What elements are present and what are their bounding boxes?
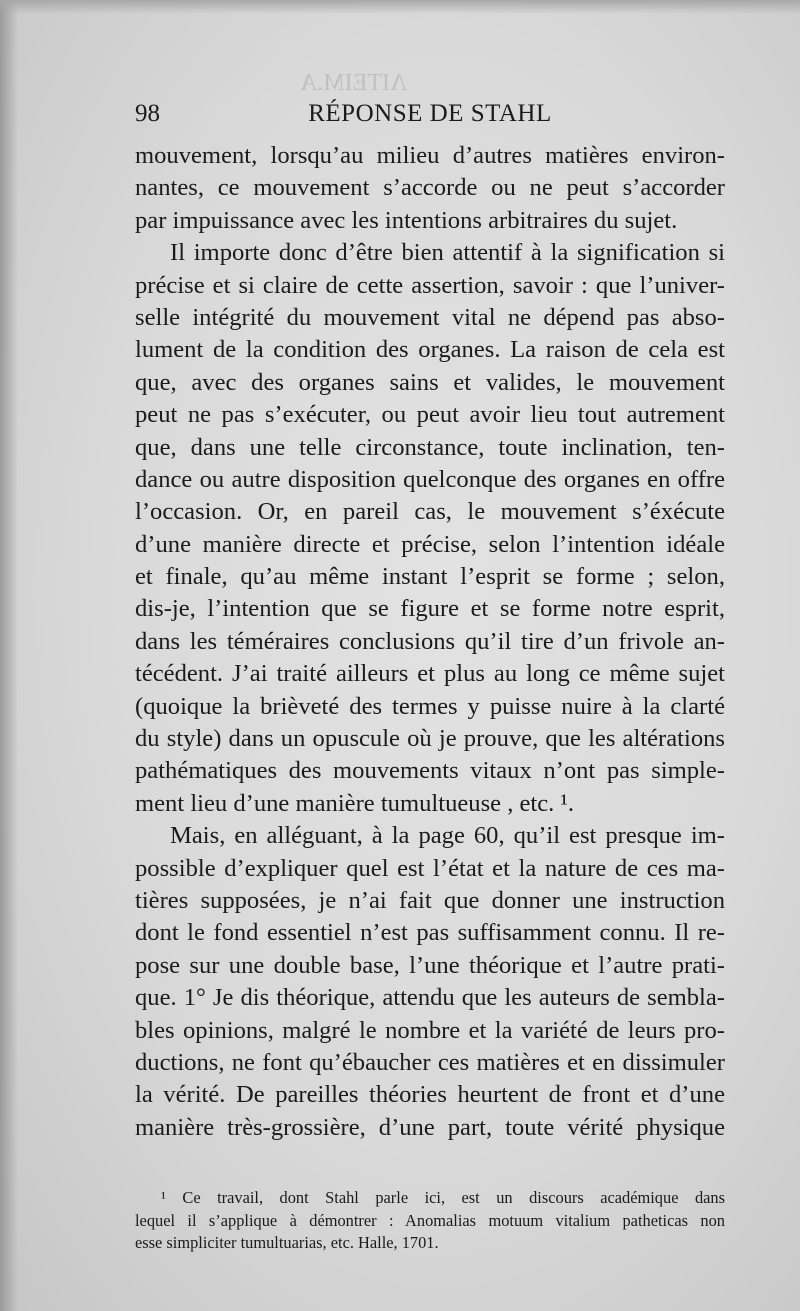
text-line: que. 1° Je dis théorique, attendu que les auteurs de sembla-	[135, 984, 725, 1012]
text-line: l’occasion. Or, en pareil cas, le mouvement s’éxécute	[135, 498, 725, 526]
text-line: dont le fond essentiel n’est pas suffisamment connu. Il re-	[135, 919, 725, 947]
footnote-line: ¹ Ce travail, dont Stahl parle ici, est un discours académique dans	[161, 1188, 725, 1207]
text-line: peut ne pas s’exécuter, ou peut avoir lieu tout autrement	[135, 401, 725, 429]
text-line: selle intégrité du mouvement vital ne dépend pas abso-	[135, 303, 725, 331]
show-through-text: ΛΙΤΕΙΜ.Α	[300, 70, 408, 96]
text-line: (quoique la brièveté des termes y puisse nuire à la clarté	[135, 692, 725, 720]
text-line: Mais, en alléguant, à la page 60, qu’il est presque im-	[170, 822, 725, 850]
page-edge-shadow-top	[0, 0, 800, 14]
text-line: técédent. J’ai traité ailleurs et plus au long ce même sujet	[135, 660, 725, 688]
text-line: et finale, qu’au même instant l’esprit se forme ; selon,	[135, 563, 725, 591]
text-line: possible d’expliquer quel est l’état et la nature de ces ma-	[135, 854, 725, 882]
text-line: nantes, ce mouvement s’accorde ou ne peut s’accorder	[135, 174, 725, 202]
text-line: lument de la condition des organes. La raison de cela est	[135, 336, 725, 364]
text-line: du style) dans un opuscule où je prouve, que les altérations	[135, 725, 725, 753]
text-line: que, avec des organes sains et valides, le mouvement	[135, 368, 725, 396]
body-text	[135, 140, 725, 1144]
text-line: pose sur une double base, l’une théorique et l’autre prati-	[135, 951, 725, 979]
text-line: dance ou autre disposition quelconque des organes en offre	[135, 465, 725, 493]
text-line: par impuissance avec les intentions arbitraires du sujet.	[135, 206, 678, 234]
text-line: Il importe donc d’être bien attentif à la signification si	[170, 239, 725, 267]
footnote	[135, 1187, 725, 1255]
page-header	[135, 100, 725, 132]
text-line: ductions, ne font qu’ébaucher ces matières et en dissimuler	[135, 1048, 725, 1076]
footnote-line: esse simpliciter tumultuarias, etc. Halle, 1701.	[135, 1233, 439, 1252]
text-line: bles opinions, malgré le nombre et la variété de leurs pro-	[135, 1016, 725, 1044]
text-line: tières supposées, je n’ai fait que donner une instruction	[135, 886, 725, 914]
running-title: RÉPONSE DE STAHL	[308, 100, 552, 127]
text-line: pathématiques des mouvements vitaux n’ont pas simple-	[135, 757, 725, 785]
text-line: manière très-grossière, d’une part, toute vérité physique	[135, 1113, 725, 1141]
page-edge-shadow-left	[0, 0, 18, 1311]
text-line: précise et si claire de cette assertion, savoir : que l’univer-	[135, 271, 725, 299]
text-line: dans les téméraires conclusions qu’il tire d’un frivole an-	[135, 627, 725, 655]
footnote-line: lequel il s’applique à démontrer : Anomalias motuum vitalium patheticas non	[135, 1210, 725, 1230]
text-line: que, dans une telle circonstance, toute inclination, ten-	[135, 433, 725, 461]
text-line: d’une manière directe et précise, selon l’intention idéale	[135, 530, 725, 558]
text-line: la vérité. De pareilles théories heurtent de front et d’une	[135, 1081, 725, 1109]
text-line: mouvement, lorsqu’au milieu d’autres matières environ-	[135, 142, 725, 169]
text-line: ment lieu d’une manière tumultueuse , etc. ¹.	[135, 789, 574, 817]
text-line: dis-je, l’intention que se figure et se forme notre esprit,	[135, 595, 725, 623]
page-number: 98	[135, 100, 160, 127]
